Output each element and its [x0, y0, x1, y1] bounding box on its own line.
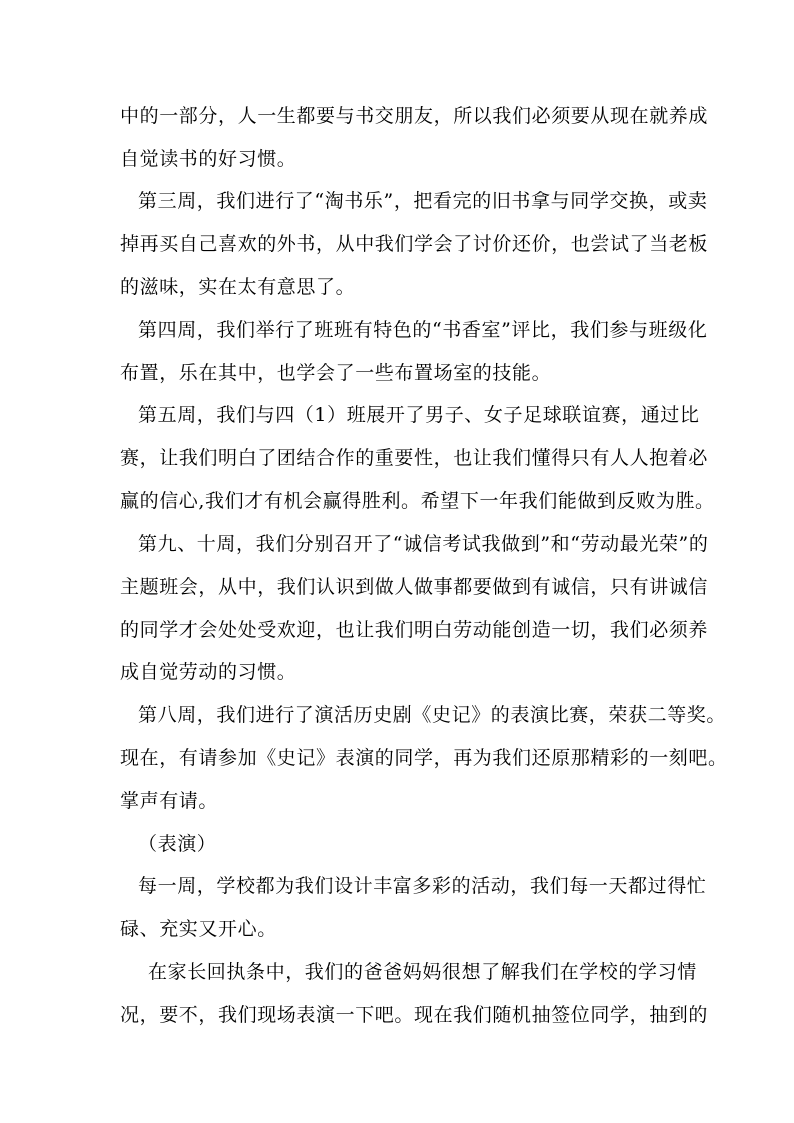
text-line: 主题班会，从中，我们认识到做人做事都要做到有诚信，只有讲诚信	[120, 576, 709, 598]
text-line: 掌声有请。	[120, 790, 219, 812]
text-line: 的滋味，实在太有意思了。	[120, 276, 356, 298]
text-line: 赛，让我们明白了团结合作的重要性，也让我们懂得只有人人抱着必	[120, 447, 709, 469]
paragraph-week3-start: 第三周，我们进行了“淘书乐”，把看完的旧书拿与同学交换，或卖	[138, 190, 708, 212]
text-line: 况，要不，我们现场表演一下吧。现在我们随机抽签位同学，抽到的	[120, 1004, 709, 1026]
text-line: 碌、充实又开心。	[120, 918, 277, 940]
text-line: 掉再买自己喜欢的外书，从中我们学会了讨价还价，也尝试了当老板	[120, 233, 709, 255]
paragraph-week4-start: 第四周，我们举行了班班有特色的“书香室”评比，我们参与班级化	[138, 319, 708, 341]
performance-note: （表演）	[138, 833, 217, 855]
text-line: 的同学才会处处受欢迎，也让我们明白劳动能创造一切，我们必须养	[120, 619, 709, 641]
paragraph-week5-start: 第五周，我们与四（1）班展开了男子、女子足球联谊赛，通过比	[138, 404, 700, 426]
paragraph-week9-10-start: 第九、十周，我们分别召开了“诚信考试我做到”和“劳动最光荣”的	[138, 533, 709, 555]
text-line: 成自觉劳动的习惯。	[120, 661, 297, 683]
text-line: 布置，乐在其中，也学会了一些布置场室的技能。	[120, 362, 552, 384]
text-line: 赢的信心,我们才有机会赢得胜利。希望下一年我们能做到反败为胜。	[120, 490, 715, 512]
text-line: 自觉读书的好习惯。	[120, 148, 297, 170]
text-line: 中的一部分，人一生都要与书交朋友，所以我们必须要从现在就养成	[120, 105, 709, 127]
paragraph-every-week-start: 每一周，学校都为我们设计丰富多彩的活动，我们每一天都过得忙	[138, 875, 707, 897]
text-line: 现在，有请参加《史记》表演的同学，再为我们还原那精彩的一刻吧。	[120, 747, 728, 769]
paragraph-week8-start: 第八周，我们进行了演活历史剧《史记》的表演比赛，荣获二等奖。	[138, 704, 727, 726]
paragraph-parents-start: 在家长回执条中，我们的爸爸妈妈很想了解我们在学校的学习情	[148, 961, 697, 983]
